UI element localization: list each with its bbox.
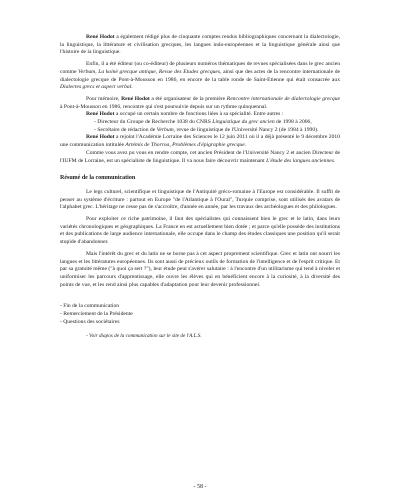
closing-list: [60, 303, 340, 326]
summary-paragraph-2: Pour exploiter ce riche patrimoine, il faut des spécialistes qui connaissent bien le grec et le latin, dans leurs variétés chronologiques et géographiques. La France en est actuellement bien dotée ; et parce qu'elle possède des institutions et des publications de large audience internationale, elle occupe dans le champ des études classiques une position qu'il serait stupide d'abandonner.: [60, 216, 340, 246]
page-number: - 58 -: [193, 484, 207, 490]
author-name: René Hodot: [86, 34, 115, 40]
paragraph-bibliography: René Hodot a également rédigé plus de cinquante comptes rendus bibliographiques concernant la dialectologie, la linguistique, la littérature et civilisation grecques, les langues indo-européennes et la linguistique générale ainsi que l'histoire de la linguistique.: [60, 34, 340, 56]
paragraph-introduction: Comme vous avez pu vous en rendre compte, cet ancien Président de l'Université Nancy 2 et ancien Directeur de l'IUFM de Lorraine, est un spécialiste de linguistique. Il va nous faire découvrir maintenant L'étude des langues anciennes.: [60, 149, 340, 164]
list-item: - Directeur du Groupe de Recherche 1038 du CNRS Linguistique du grec ancien de 1998 à 2006,: [94, 119, 312, 126]
section-heading: Résumé de la communication: [60, 175, 136, 182]
slides-note: - Voir diapos de la communication sur le site de l'A.L.S.: [86, 332, 202, 339]
paragraph-organizer: Pour mémoire, René Hodot a été organisateur de la première Rencontre internationale de dialectologie grecque à Pont-à-Mousson en 1986, rencontre qui s'est poursuivie depuis sur un rythme quinquennal.: [60, 95, 341, 110]
author-name: René Hodot: [86, 134, 115, 141]
paragraph-functions: René Hodot a occupé un certain nombre de fonctions liées à sa spécialité. Entre autres :: [86, 111, 284, 118]
list-item: - Remerciement de la Présidente: [60, 311, 133, 318]
list-item: - Secrétaire de rédaction de Verbum, revue de linguistique de l'Université Nancy 2 (de 1984 à 1990).: [94, 126, 319, 133]
paragraph-academy: René Hodot a rejoint l'Académie Lorraine des Sciences le 12 juin 2011 où il a déjà présenté le 9 décembre 2010 une communication intitulée Artémis de Thorroa, Problèmes d'épigraphie grecque.: [60, 134, 340, 149]
list-item: - Fin de la communication: [60, 303, 120, 310]
list-item: - Questions des sociétaires: [60, 318, 120, 325]
author-name: René Hodot: [86, 111, 115, 118]
functions-list: [60, 119, 340, 134]
paragraph-editor: Enfin, il a été éditeur (ou co-éditeur) de plusieurs numéros thématiques de revues spécialisées dans le grec ancien comme Verbum, La koinè grecque antique, Revue des Etudes grecques, ainsi que des actes de la rencontre internationale de dialectologie grecque de Pont-à-Mousson en 1986, en encore de la table ronde de Saint-Etienne qui était consacrée aux Dialectes grecs et aspect verbal.: [60, 61, 340, 91]
summary-paragraph-3: Mais l'intérêt du grec et du latin ne se borne pas à cet aspect proprement scientifique. Grec et latin ont nourri les langues et les littératures européennes. Ils sont aussi de précieux outils de formation de l'intelligence et de l'esprit critique. Et par sa gratuité même ("à quoi ça sert ?"), leur étude peut s'avérer salutaire : à l'encontre d'un utilitarisme qui tend à niveler et uniformiser les parcours d'apprentissage, elle ouvre les élèves qui en bénéficient encore à la curiosité, à la diversité des points de vue, et les rend ainsi plus capables d'adaptation pour leur devenir professionnel.: [60, 250, 340, 288]
summary-paragraph-1: Le legs culturel, scientifique et linguistique de l'Antiquité gréco-romaine à l'Europe est considérable. Il suffit de penser au système d'écriture : partout en Europe "de l'Atlantique à l'Oural", Turquie comprise, sont utilisés des avatars de l'alphabet grec. L'héritage ne cesse pas de s'accroître, d'année en année, par les travaux des archéologues et des philologues.: [60, 188, 340, 211]
author-name: René Hodot: [121, 95, 150, 102]
